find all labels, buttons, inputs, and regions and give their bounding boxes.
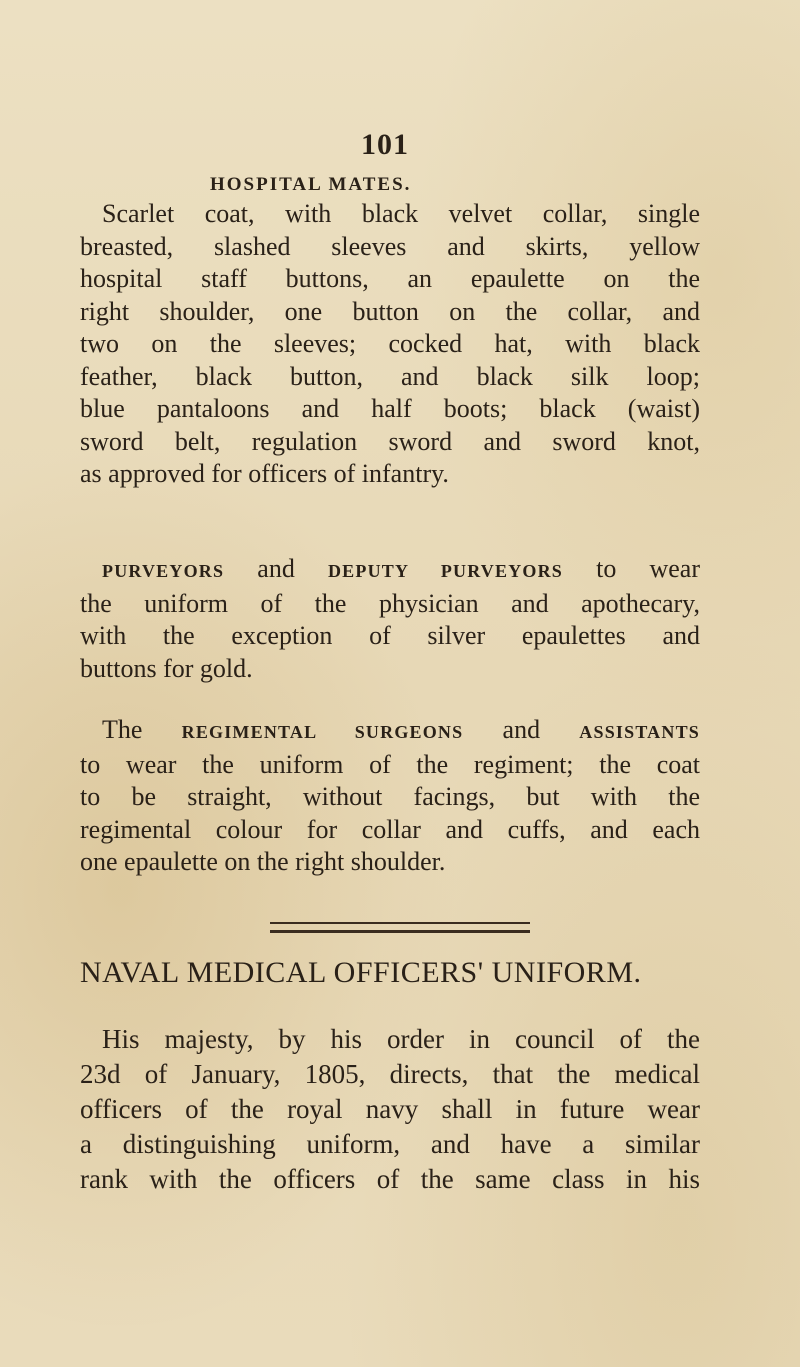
text-line: the uniform of the physician and apothecary, [80, 588, 700, 618]
text-line: rank with the officers of the same class in his [80, 1164, 700, 1194]
text-line: sword belt, regulation sword and sword knot, [80, 426, 700, 456]
page-number: 101 [361, 128, 409, 161]
text-line: buttons for gold. [80, 653, 253, 683]
text-line: as approved for officers of infantry. [80, 459, 449, 488]
text-and: and [224, 554, 328, 583]
text-line: to wear the uniform of the regiment; the coat [80, 749, 700, 779]
text-line: officers of the royal navy shall in future wear [80, 1094, 700, 1124]
text-line: hospital staff buttons, an epaulette on the [80, 264, 700, 293]
small-caps-regimental-surgeons: REGIMENTAL SURGEONS [181, 722, 464, 742]
text-line: breasted, slashed sleeves and skirts, yellow [80, 231, 700, 261]
text-line: to be straight, without facings, but with the [80, 782, 700, 811]
title-naval-medical-officers-uniform: NAVAL MEDICAL OFFICERS' UNIFORM. [80, 956, 642, 989]
paragraph-naval-order [80, 1022, 700, 1197]
text-line: right shoulder, one button on the collar, and [80, 296, 700, 326]
paragraph-purveyors [80, 553, 700, 685]
text-line-lead [80, 714, 700, 749]
section-heading-hospital-mates: HOSPITAL MATES. [210, 174, 412, 195]
paragraph-hospital-mates [80, 198, 700, 491]
text-to-wear: to wear [563, 554, 700, 583]
text-line: Scarlet coat, with black velvet collar, single [102, 199, 700, 228]
text-line: one epaulette on the right shoulder. [80, 847, 446, 876]
text-line: with the exception of silver epaulettes and [80, 621, 700, 650]
section-divider-rule [270, 922, 530, 933]
text-line: blue pantaloons and half boots; black (waist) [80, 394, 700, 423]
text-line: feather, black button, and black silk loop; [80, 361, 700, 391]
small-caps-assistants: ASSISTANTS [579, 722, 701, 742]
text-line: regimental colour for collar and cuffs, and each [80, 814, 700, 844]
text-line: 23d of January, 1805, directs, that the medical [80, 1059, 700, 1089]
text-line: two on the sleeves; cocked hat, with black [80, 329, 700, 358]
text-the: The [102, 715, 182, 744]
text-line: His majesty, by his order in council of the [102, 1024, 700, 1054]
text-line: a distinguishing uniform, and have a similar [80, 1129, 700, 1159]
text-and: and [463, 715, 580, 744]
small-caps-purveyors: PURVEYORS [102, 561, 225, 581]
text-line-lead [80, 553, 700, 588]
small-caps-deputy-purveyors: DEPUTY PURVEYORS [327, 561, 563, 581]
paragraph-regimental-surgeons [80, 714, 700, 879]
